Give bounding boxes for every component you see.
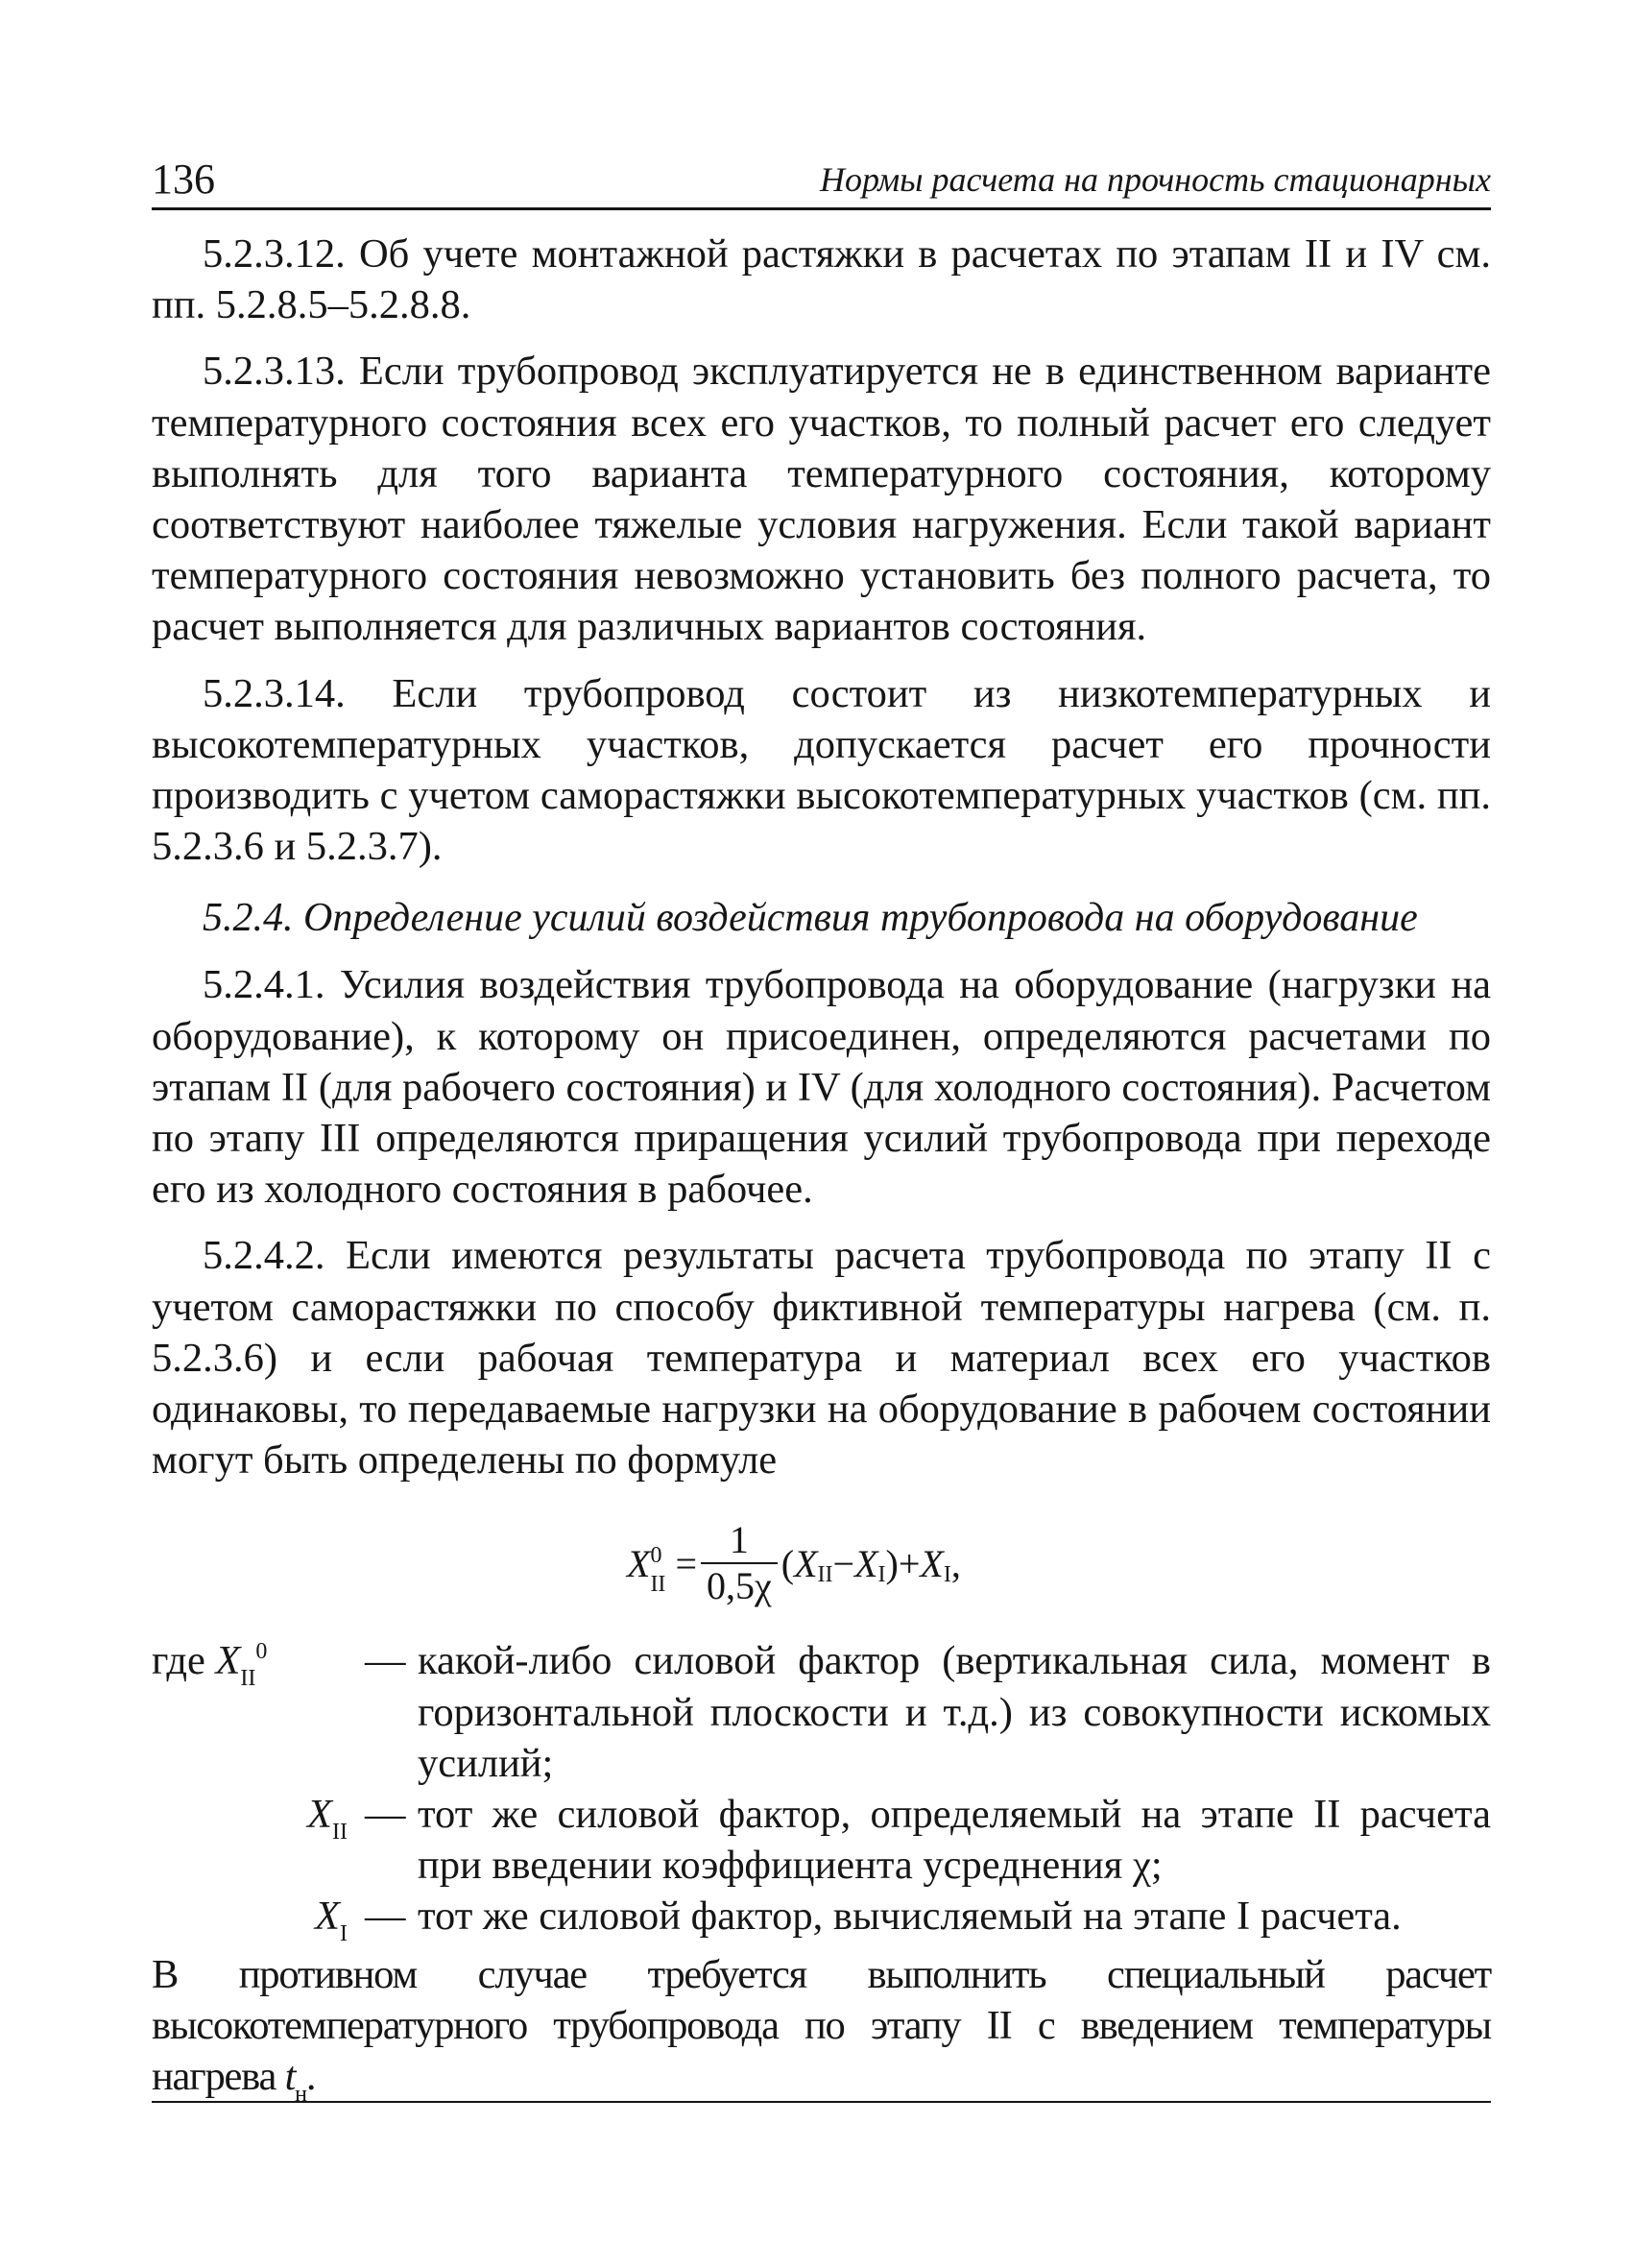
paragraph-5-2-4-1: 5.2.4.1. Усилия воздействия трубопровода на оборудование (нагрузки на оборудование), к которому он присоединен, определяются расчетами по этапам II (для рабочего состояния) и IV (для холодного состояния). Расчетом по этапу III определяются приращения усилий трубопровода при переходе его из холодного состояния в рабочее. [152,962,1491,1213]
definition-term [152,1635,365,1693]
definition-sup: 0 [255,1639,268,1665]
definition-dash: — [365,1638,406,1684]
closing-text: В противном случае требуется выполнить специальный расчет высокотемпературного трубопровода по этапу II с введением температуры нагрева [152,1951,1491,2100]
closing-temperature-sub: н [295,2082,306,2108]
definition-term [152,1789,365,1846]
formula-term-2-sub: I [877,1561,886,1587]
paragraph-5-2-3-13: 5.2.3.13. Если трубопровод эксплуатируется не в единственном варианте температурного состояния всех его участков, то полный расчет его следует выполнять для того варианта температурного состояния, которому соответствуют наиболее тяжелые условия нагружения. Если такой вариант температурного состояния невозможно установить без полного расчета, то расчет выполняется для различных вариантов состояния. [152,349,1491,650]
closing-period: . [305,2054,316,2100]
definition-symbol: X [215,1638,241,1684]
definition-item [152,1789,1491,1891]
running-head [152,154,1491,210]
section-heading-5-2-4: 5.2.4. Определение усилий воздействия трубопровода на оборудование [203,896,1418,941]
formula-term-1-symbol: X [794,1541,818,1585]
formula-term-3-sub: I [943,1561,951,1587]
definition-prefix: где [152,1638,216,1684]
definition-item [152,1891,1491,1948]
running-title: Нормы расчета на прочность стационарных [820,160,1491,199]
formula-open-paren: ( [780,1541,795,1585]
definition-text: тот же силовой фактор, определяемый на этапе II расчета при введении коэффициента усреднения χ; [418,1792,1491,1889]
page-number: 136 [152,156,215,203]
formula-term-1-sub: II [817,1561,833,1587]
paragraph-5-2-3-14: 5.2.3.14. Если трубопровод состоит из низкотемпературных и высокотемпературных участков, допускается расчет его прочности производить с учетом саморастяжки высокотемпературных участков (см. пп. 5.2.3.6 и 5.2.3.7). [152,670,1491,870]
definition-text: тот же силовой фактор, вычисляемый на этапе I расчета. [418,1894,1402,1940]
definition-symbol: X [315,1894,340,1940]
definition-sub: II [332,1820,348,1846]
formula-lhs-symbol: X [627,1541,651,1585]
body-text [152,229,1491,2109]
formula-term-3-symbol: X [920,1541,944,1585]
definition-dash: — [365,1894,406,1940]
formula-fraction [701,1518,778,1608]
formula-plus: + [898,1541,921,1585]
closing-paragraph [152,1949,1491,2110]
formula-minus: − [832,1541,855,1585]
definition-item [152,1635,1491,1789]
definition-sub: II [240,1666,256,1692]
formula-lhs-sup: 0 [650,1543,662,1569]
paragraph-5-2-3-12: 5.2.3.12. Об учете монтажной растяжки в расчетах по этапам II и IV см. пп. 5.2.8.5–5.2.8.8. [152,231,1491,328]
formula-close-paren: ) [885,1541,899,1585]
closing-temperature-symbol: t [284,2054,296,2100]
definition-dash: — [365,1792,406,1838]
definition-term [152,1891,365,1948]
formula [627,1501,961,1626]
formula-denominator: 0,5χ [701,1562,778,1608]
definitions-list [152,1635,1491,1948]
formula-lhs-sub: II [650,1572,666,1598]
definition-text: какой-либо силовой фактор (вертикальная сила, момент в горизонтальной плоскости и т.д.) из совокупности искомых усилий; [418,1638,1491,1786]
footer-divider [152,2101,1491,2103]
definition-sub: I [340,1921,348,1947]
formula-comma: , [950,1541,961,1585]
formula-block [152,1501,1491,1626]
formula-equals: = [675,1541,697,1585]
formula-numerator: 1 [729,1518,749,1562]
paragraph-5-2-4-2: 5.2.4.2. Если имеются результаты расчета трубопровода по этапу II с учетом саморастяжки по способу фиктивной температуры нагрева (см. п. 5.2.3.6) и если рабочая температура и материал всех его участков одинаковы, то передаваемые нагрузки на оборудование в рабочем состоянии могут быть определены по формуле [152,1233,1491,1484]
definition-symbol: X [307,1792,333,1838]
formula-lhs-indices [650,1543,675,1598]
formula-term-2-symbol: X [854,1541,878,1585]
